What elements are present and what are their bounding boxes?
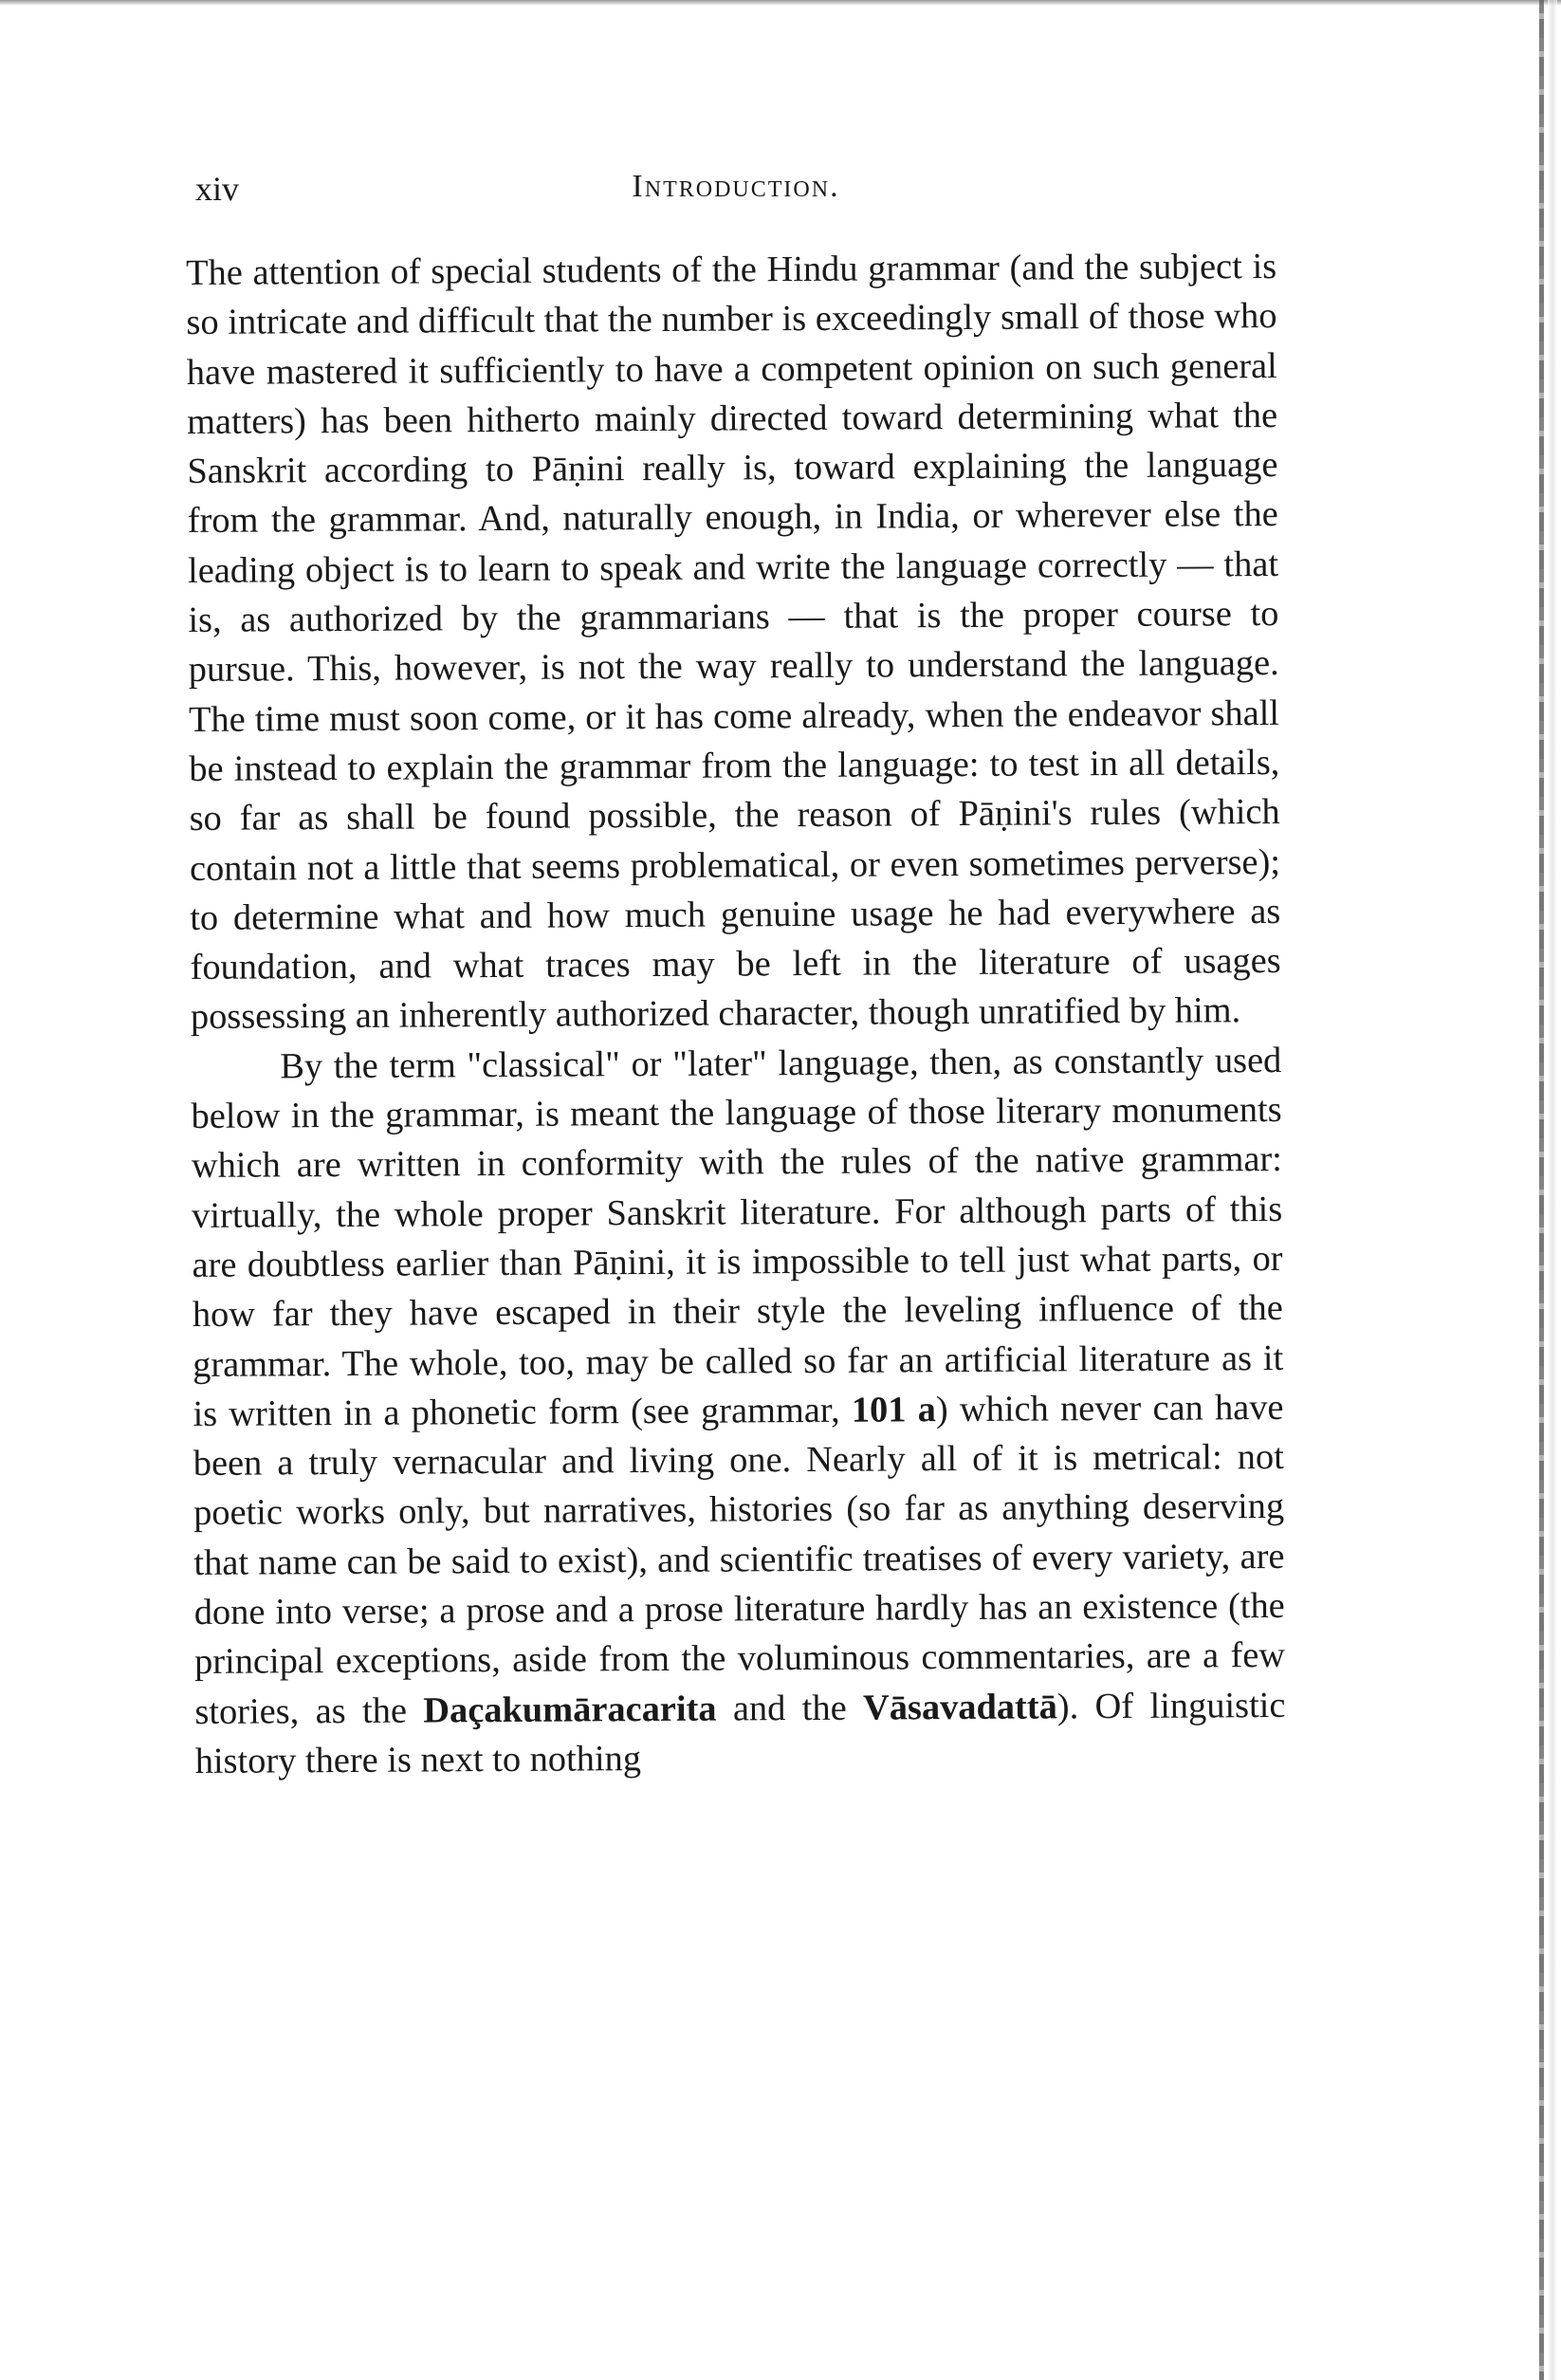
paragraph-2-text-a: By the term "classical" or "later" language, then, as constantly used below in the grammar, is meant the language of those literary monuments which are written in conformity with the rules of the native grammar: virtually, the whole proper Sanskrit literature. For although parts of this are doubtless earlier than Pāṇini, it is impossible to tell just what parts, or how far they have escaped in their style the leveling influence of the grammar. The whole, too, may be called so far an artificial literature as it is written in a phonetic form (see grammar, [191,1040,1284,1434]
work-title-dacakumaracarita: Daçakumāracarita [423,1688,717,1731]
scan-right-edge [1539,0,1544,2380]
scan-top-edge [0,0,1561,6]
running-head: Introduction. [632,169,840,204]
paragraph-1 [186,242,1281,1042]
paragraph-2 [191,1036,1286,1786]
paragraph-2-text-c: and the [716,1688,864,1729]
paragraph-2-text-b: ) which never can have been a truly vernacular and living one. Nearly all of it is metrical: not poetic works only, but narratives, histories (so far as anything deserving that name can be said to exist), and scientific treatises of every variety, are done into verse; a prose and a prose literature hardly has an existence (the principal exceptions, aside from the voluminous commentaries, are a few stories, as the [193,1387,1286,1732]
scan-right-shadow [1548,0,1557,2380]
grammar-reference: 101 a [851,1390,937,1430]
page-number: xiv [195,170,240,208]
paragraph-1-text: The attention of special students of the Hindu grammar (and the subject is so intricate and difficult that the number is exceedingly small of those who have mastered it sufficiently to have a competent opinion on such general matters) has been hitherto mainly directed toward determining what the Sanskrit according to Pāṇini really is, toward explaining the language from the grammar. And, naturally enough, in India, or wherever else the leading object is to learn to speak and write the language correctly — that is, as authorized by the grammarians — that is the proper course to pursue. This, however, is not the way really to understand the language. The time must soon come, or it has come already, when the endeavor shall be instead to explain the grammar from the language: to test in all details, so far as shall be found possible, the reason of Pāṇini's rules (which contain not a little that seems problematical, or even sometimes perverse); to determine what and how much genuine usage he had everywhere as foundation, and what traces may be left in the literature of usages possessing an inherently authorized character, though unratified by him. [186,246,1281,1038]
page-header [195,169,1276,216]
body-text [186,242,1286,1786]
paragraph-2-text-d: ). Of linguistic history there is next to nothing [194,1685,1286,1781]
work-title-vasavadatta: Vāsavadattā [862,1687,1057,1728]
